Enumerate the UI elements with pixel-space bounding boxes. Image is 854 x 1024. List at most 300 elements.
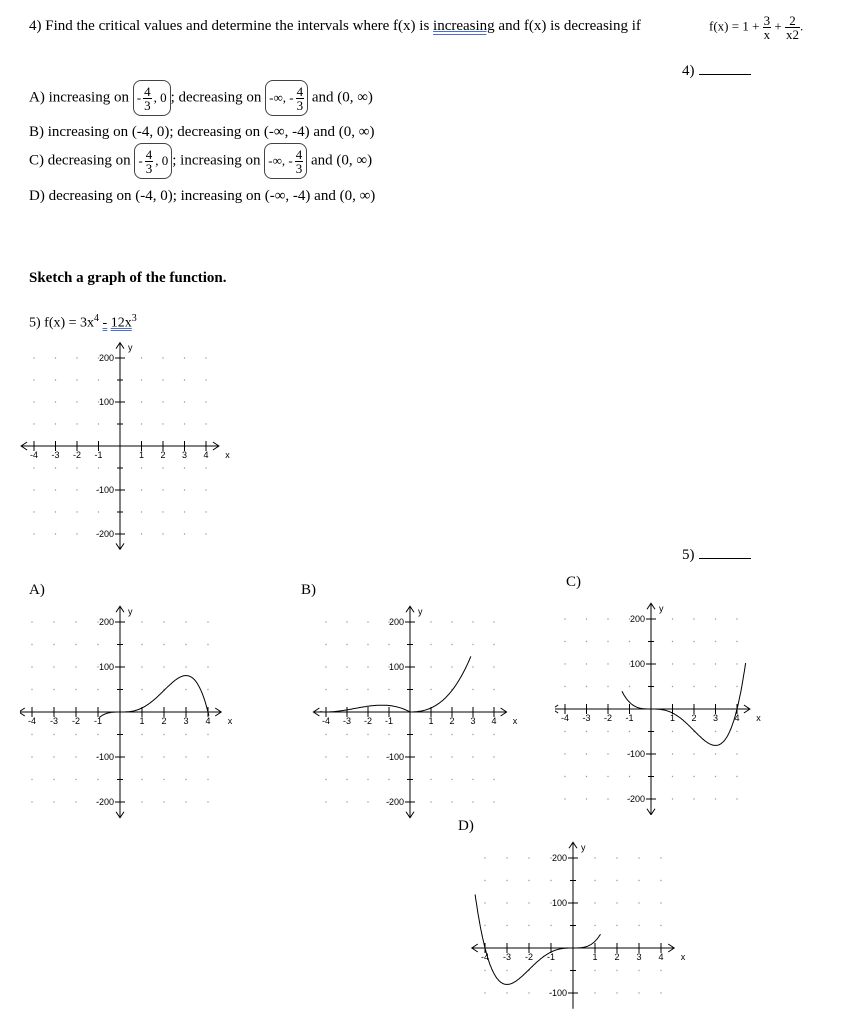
x-tick-label: 3 bbox=[470, 716, 476, 726]
grid-dot bbox=[736, 731, 737, 732]
grid-dot bbox=[75, 779, 76, 780]
grid-dot bbox=[607, 618, 608, 619]
grid-dot bbox=[31, 734, 32, 735]
grid-dot bbox=[594, 925, 595, 926]
x-axis-label: x bbox=[756, 713, 761, 723]
grid-dot bbox=[325, 779, 326, 780]
grid-dot bbox=[715, 663, 716, 664]
grid-dot bbox=[388, 689, 389, 690]
grid-dot bbox=[528, 902, 529, 903]
x-tick-label: -4 bbox=[480, 952, 490, 962]
grid-dot bbox=[97, 689, 98, 690]
x-axis-label: x bbox=[227, 716, 233, 726]
x-tick-label: -2 bbox=[603, 713, 613, 723]
grid-dot bbox=[31, 666, 32, 667]
grid-dot bbox=[346, 666, 347, 667]
grid-dot bbox=[550, 925, 551, 926]
grid-dot bbox=[672, 618, 673, 619]
grid-dot bbox=[53, 756, 54, 757]
grid-dot bbox=[638, 970, 639, 971]
grid-dot bbox=[430, 621, 431, 622]
grid-dot bbox=[629, 776, 630, 777]
grid-dot bbox=[564, 731, 565, 732]
q4-answer-blank[interactable]: 4) bbox=[682, 62, 751, 80]
grid-dot bbox=[367, 734, 368, 735]
grid-dot bbox=[616, 970, 617, 971]
x-axis-label: x bbox=[680, 952, 686, 962]
x-tick-label: 2 bbox=[614, 952, 620, 962]
grid-dot bbox=[472, 644, 473, 645]
x-tick-label: -3 bbox=[49, 716, 59, 726]
q4-frac1: $\frac{3}{x}$ bbox=[763, 13, 771, 42]
grid-dot bbox=[586, 641, 587, 642]
grid-dot bbox=[564, 663, 565, 664]
graph-c-label: C) bbox=[566, 574, 581, 590]
grid-dot bbox=[638, 902, 639, 903]
blank-coordinate-grid bbox=[20, 330, 270, 550]
grid-dot bbox=[325, 756, 326, 757]
grid-dot bbox=[660, 925, 661, 926]
grid-dot bbox=[53, 689, 54, 690]
grid-dot bbox=[693, 753, 694, 754]
grid-dot bbox=[430, 756, 431, 757]
grid-dot bbox=[367, 644, 368, 645]
grid-dot bbox=[715, 641, 716, 642]
grid-dot bbox=[207, 734, 208, 735]
y-axis-label: y bbox=[581, 842, 586, 853]
grid-dot bbox=[184, 467, 185, 468]
grid-dot bbox=[715, 798, 716, 799]
x-tick-label: 1 bbox=[428, 716, 434, 726]
grid-dot bbox=[451, 779, 452, 780]
grid-dot bbox=[736, 686, 737, 687]
grid-dot bbox=[205, 357, 206, 358]
grid-dot bbox=[346, 756, 347, 757]
graph-b-label: B) bbox=[301, 582, 316, 598]
grid-dot bbox=[616, 880, 617, 881]
grid-dot bbox=[484, 902, 485, 903]
y-axis-label: y bbox=[659, 603, 664, 614]
grid-dot bbox=[388, 644, 389, 645]
grid-dot bbox=[660, 857, 661, 858]
grid-dot bbox=[715, 618, 716, 619]
grid-dot bbox=[31, 689, 32, 690]
grid-dot bbox=[55, 467, 56, 468]
x-tick-label: -3 bbox=[582, 713, 591, 723]
grid-dot bbox=[484, 880, 485, 881]
y-tick-label: -200 bbox=[385, 797, 404, 807]
grid-dot bbox=[185, 644, 186, 645]
grid-dot bbox=[564, 776, 565, 777]
x-tick-label: 2 bbox=[161, 716, 167, 726]
grid-dot bbox=[736, 618, 737, 619]
grid-dot bbox=[76, 401, 77, 402]
y-tick-label: -100 bbox=[95, 485, 114, 495]
graph-c[interactable] bbox=[555, 590, 795, 815]
grid-dot bbox=[55, 423, 56, 424]
grid-dot bbox=[185, 734, 186, 735]
x-tick-label: -3 bbox=[502, 952, 512, 962]
grid-dot bbox=[367, 756, 368, 757]
q4-choice-a[interactable]: A) increasing on - $\frac{4}{3}$ , 0 ; decreasing on -∞, - $\frac{4}{3}$ and (0, ∞) bbox=[29, 80, 373, 116]
grid-dot bbox=[325, 666, 326, 667]
grid-dot bbox=[31, 644, 32, 645]
grid-dot bbox=[736, 798, 737, 799]
y-tick-label: -100 bbox=[626, 749, 645, 759]
grid-dot bbox=[76, 423, 77, 424]
grid-dot bbox=[98, 511, 99, 512]
y-tick-label: 100 bbox=[98, 397, 114, 407]
grid-dot bbox=[97, 779, 98, 780]
grid-dot bbox=[594, 880, 595, 881]
x-tick-label: 3 bbox=[712, 713, 719, 723]
grid-dot bbox=[607, 641, 608, 642]
grid-dot bbox=[207, 756, 208, 757]
x-tick-label: -3 bbox=[51, 450, 60, 460]
q4-choice-c[interactable]: C) decreasing on - $\frac{4}{3}$ , 0 ; increasing on -∞, - $\frac{4}{3}$ and (0, ∞) bbox=[29, 143, 372, 179]
grid-dot bbox=[184, 489, 185, 490]
grid-dot bbox=[141, 801, 142, 802]
grid-dot bbox=[594, 992, 595, 993]
grid-dot bbox=[346, 689, 347, 690]
grid-dot bbox=[184, 423, 185, 424]
x-tick-label: 4 bbox=[205, 716, 211, 726]
grid-dot bbox=[638, 992, 639, 993]
grid-dot bbox=[163, 666, 164, 667]
grid-dot bbox=[493, 801, 494, 802]
grid-dot bbox=[484, 925, 485, 926]
grid-dot bbox=[672, 798, 673, 799]
grid-dot bbox=[185, 666, 186, 667]
x-tick-label: 2 bbox=[449, 716, 455, 726]
grid-dot bbox=[693, 641, 694, 642]
grid-dot bbox=[367, 801, 368, 802]
x-tick-label: -4 bbox=[321, 716, 331, 726]
grid-dot bbox=[162, 423, 163, 424]
grid-dot bbox=[184, 533, 185, 534]
grid-dot bbox=[55, 511, 56, 512]
grid-dot bbox=[33, 401, 34, 402]
grid-dot bbox=[205, 511, 206, 512]
x-tick-label: 3 bbox=[636, 952, 642, 962]
y-tick-label: 200 bbox=[629, 614, 645, 624]
x-tick-label: -2 bbox=[72, 450, 82, 460]
x-tick-label: 1 bbox=[669, 713, 676, 723]
grid-dot bbox=[430, 779, 431, 780]
q4-prompt bbox=[29, 18, 641, 35]
y-tick-label: 100 bbox=[629, 659, 645, 669]
grid-dot bbox=[55, 357, 56, 358]
grid-dot bbox=[528, 880, 529, 881]
grid-dot bbox=[346, 779, 347, 780]
grid-dot bbox=[550, 880, 551, 881]
x-tick-label: 2 bbox=[691, 713, 697, 723]
x-tick-label: -1 bbox=[94, 450, 103, 460]
q4-number: 4) bbox=[29, 18, 42, 34]
y-tick-label: -200 bbox=[95, 529, 114, 539]
grid-dot bbox=[672, 731, 673, 732]
grid-dot bbox=[715, 753, 716, 754]
y-tick-label: -100 bbox=[95, 752, 114, 762]
grid-dot bbox=[586, 798, 587, 799]
grid-dot bbox=[550, 970, 551, 971]
grid-dot bbox=[660, 970, 661, 971]
grid-dot bbox=[98, 423, 99, 424]
grid-dot bbox=[346, 644, 347, 645]
grid-dot bbox=[586, 663, 587, 664]
x-tick-label: -1 bbox=[93, 716, 103, 726]
x-tick-label: -3 bbox=[342, 716, 352, 726]
grid-dot bbox=[506, 902, 507, 903]
y-tick-label: -100 bbox=[548, 988, 567, 998]
grid-dot bbox=[638, 880, 639, 881]
grid-dot bbox=[162, 533, 163, 534]
grid-dot bbox=[76, 379, 77, 380]
y-tick-label: 100 bbox=[388, 662, 404, 672]
grid-dot bbox=[205, 423, 206, 424]
grid-dot bbox=[346, 801, 347, 802]
grid-dot bbox=[451, 801, 452, 802]
grid-dot bbox=[75, 621, 76, 622]
grid-dot bbox=[75, 689, 76, 690]
grid-dot bbox=[207, 801, 208, 802]
q4-choice-d[interactable]: D) decreasing on (-4, 0); increasing on (-∞, -4) and (0, ∞) bbox=[29, 188, 376, 204]
x-tick-label: 3 bbox=[181, 450, 188, 460]
q5-answer-blank[interactable]: 5) bbox=[682, 546, 751, 564]
grid-dot bbox=[672, 686, 673, 687]
grid-dot bbox=[33, 511, 34, 512]
grid-dot bbox=[616, 992, 617, 993]
grid-dot bbox=[207, 621, 208, 622]
grid-dot bbox=[33, 357, 34, 358]
grid-dot bbox=[162, 467, 163, 468]
grid-dot bbox=[607, 663, 608, 664]
q4-function: f(x) = 1 + $\frac{3}{x}$ + $\frac{2}{x2}$ . bbox=[709, 13, 804, 42]
q4-choice-b[interactable]: B) increasing on (-4, 0); decreasing on (-∞, -4) and (0, ∞) bbox=[29, 124, 375, 140]
q4-frac2: $\frac{2}{x2}$ bbox=[786, 13, 799, 42]
grid-dot bbox=[325, 734, 326, 735]
x-axis-label: x bbox=[512, 716, 518, 726]
grid-dot bbox=[367, 666, 368, 667]
grid-dot bbox=[629, 641, 630, 642]
x-tick-label: -4 bbox=[29, 450, 39, 460]
grid-dot bbox=[162, 357, 163, 358]
grid-dot bbox=[185, 779, 186, 780]
grid-dot bbox=[141, 467, 142, 468]
grid-dot bbox=[484, 970, 485, 971]
grid-dot bbox=[493, 666, 494, 667]
graph-a[interactable] bbox=[20, 596, 270, 826]
grid-dot bbox=[484, 992, 485, 993]
grid-dot bbox=[367, 689, 368, 690]
grid-dot bbox=[472, 779, 473, 780]
grid-dot bbox=[451, 734, 452, 735]
grid-dot bbox=[528, 857, 529, 858]
grid-dot bbox=[736, 776, 737, 777]
grid-dot bbox=[493, 756, 494, 757]
y-axis-label: y bbox=[418, 606, 423, 617]
q5-function: 5) $f(x) = 3x^4 - 12x^3$ bbox=[29, 313, 137, 331]
grid-dot bbox=[141, 401, 142, 402]
grid-dot bbox=[76, 467, 77, 468]
grid-dot bbox=[98, 467, 99, 468]
grid-dot bbox=[141, 379, 142, 380]
graph-d[interactable] bbox=[450, 828, 695, 1024]
grid-dot bbox=[638, 925, 639, 926]
grid-dot bbox=[493, 621, 494, 622]
grid-dot bbox=[31, 756, 32, 757]
grid-dot bbox=[162, 489, 163, 490]
grid-dot bbox=[638, 857, 639, 858]
grid-dot bbox=[205, 467, 206, 468]
grid-dot bbox=[472, 756, 473, 757]
q4-text-before: Find the critical values and determine the intervals where f(x) is bbox=[45, 18, 430, 34]
grid-dot bbox=[564, 798, 565, 799]
grid-dot bbox=[607, 686, 608, 687]
grid-dot bbox=[564, 618, 565, 619]
grid-dot bbox=[185, 689, 186, 690]
grid-dot bbox=[493, 644, 494, 645]
grid-dot bbox=[163, 644, 164, 645]
grid-dot bbox=[207, 779, 208, 780]
grid-dot bbox=[586, 753, 587, 754]
grid-dot bbox=[607, 753, 608, 754]
grid-dot bbox=[660, 902, 661, 903]
x-tick-label: -2 bbox=[363, 716, 373, 726]
grid-dot bbox=[472, 666, 473, 667]
y-tick-label: 100 bbox=[98, 662, 114, 672]
grid-dot bbox=[506, 992, 507, 993]
graph-d-curve bbox=[475, 895, 600, 985]
grid-dot bbox=[528, 925, 529, 926]
grid-dot bbox=[586, 776, 587, 777]
grid-dot bbox=[693, 618, 694, 619]
x-tick-label: -1 bbox=[625, 713, 634, 723]
grid-dot bbox=[53, 734, 54, 735]
y-tick-label: -100 bbox=[385, 752, 404, 762]
grid-dot bbox=[33, 533, 34, 534]
grid-dot bbox=[528, 992, 529, 993]
grid-dot bbox=[586, 731, 587, 732]
x-tick-label: 1 bbox=[138, 450, 145, 460]
grid-dot bbox=[162, 401, 163, 402]
grid-dot bbox=[506, 880, 507, 881]
grid-dot bbox=[205, 379, 206, 380]
graph-b[interactable] bbox=[292, 596, 542, 826]
grid-dot bbox=[672, 641, 673, 642]
grid-dot bbox=[141, 423, 142, 424]
grid-dot bbox=[715, 776, 716, 777]
grid-dot bbox=[53, 666, 54, 667]
grid-dot bbox=[586, 618, 587, 619]
grid-dot bbox=[55, 533, 56, 534]
grid-dot bbox=[98, 379, 99, 380]
grid-dot bbox=[493, 689, 494, 690]
grid-dot bbox=[367, 779, 368, 780]
x-tick-label: -1 bbox=[546, 952, 556, 962]
grid-dot bbox=[616, 857, 617, 858]
grid-dot bbox=[76, 533, 77, 534]
grid-dot bbox=[325, 689, 326, 690]
grid-dot bbox=[693, 798, 694, 799]
grid-dot bbox=[31, 621, 32, 622]
grid-dot bbox=[736, 753, 737, 754]
grid-dot bbox=[472, 734, 473, 735]
grid-dot bbox=[451, 644, 452, 645]
grid-dot bbox=[207, 689, 208, 690]
grid-dot bbox=[715, 686, 716, 687]
grid-dot bbox=[346, 734, 347, 735]
grid-dot bbox=[506, 970, 507, 971]
grid-dot bbox=[184, 401, 185, 402]
x-tick-label: -1 bbox=[384, 716, 394, 726]
grid-dot bbox=[472, 621, 473, 622]
grid-dot bbox=[33, 379, 34, 380]
y-tick-label: 200 bbox=[98, 617, 114, 627]
grid-dot bbox=[76, 511, 77, 512]
x-tick-label: 4 bbox=[203, 450, 209, 460]
y-tick-label: 100 bbox=[551, 898, 567, 908]
q4-increasing-word: increasing bbox=[433, 18, 495, 34]
grid-dot bbox=[616, 902, 617, 903]
grid-dot bbox=[75, 734, 76, 735]
grid-dot bbox=[33, 489, 34, 490]
grid-dot bbox=[693, 686, 694, 687]
grid-dot bbox=[594, 970, 595, 971]
grid-dot bbox=[163, 621, 164, 622]
grid-dot bbox=[53, 621, 54, 622]
x-tick-label: 4 bbox=[734, 713, 740, 723]
section-title: Sketch a graph of the function. bbox=[29, 270, 227, 286]
grid-dot bbox=[55, 401, 56, 402]
grid-dot bbox=[586, 686, 587, 687]
grid-dot bbox=[33, 423, 34, 424]
graph-a-curve bbox=[100, 676, 209, 718]
q4-text-after: and f(x) is decreasing if bbox=[498, 18, 641, 34]
grid-dot bbox=[141, 734, 142, 735]
grid-dot bbox=[141, 621, 142, 622]
grid-dot bbox=[629, 686, 630, 687]
grid-dot bbox=[564, 753, 565, 754]
grid-dot bbox=[660, 992, 661, 993]
grid-dot bbox=[430, 644, 431, 645]
grid-dot bbox=[672, 753, 673, 754]
grid-dot bbox=[205, 401, 206, 402]
grid-dot bbox=[451, 621, 452, 622]
y-tick-label: 200 bbox=[98, 353, 114, 363]
grid-dot bbox=[185, 621, 186, 622]
grid-dot bbox=[205, 533, 206, 534]
grid-dot bbox=[430, 801, 431, 802]
grid-dot bbox=[53, 779, 54, 780]
grid-dot bbox=[388, 779, 389, 780]
grid-dot bbox=[493, 779, 494, 780]
x-tick-label: 4 bbox=[491, 716, 497, 726]
y-tick-label: -200 bbox=[626, 794, 645, 804]
grid-dot bbox=[141, 644, 142, 645]
grid-dot bbox=[141, 756, 142, 757]
x-tick-label: 1 bbox=[139, 716, 145, 726]
y-axis-label: y bbox=[128, 606, 133, 617]
grid-dot bbox=[693, 663, 694, 664]
grid-dot bbox=[97, 734, 98, 735]
grid-dot bbox=[141, 357, 142, 358]
grid-dot bbox=[346, 621, 347, 622]
grid-dot bbox=[75, 756, 76, 757]
x-tick-label: 3 bbox=[183, 716, 189, 726]
grid-dot bbox=[31, 779, 32, 780]
x-tick-label: -2 bbox=[71, 716, 81, 726]
